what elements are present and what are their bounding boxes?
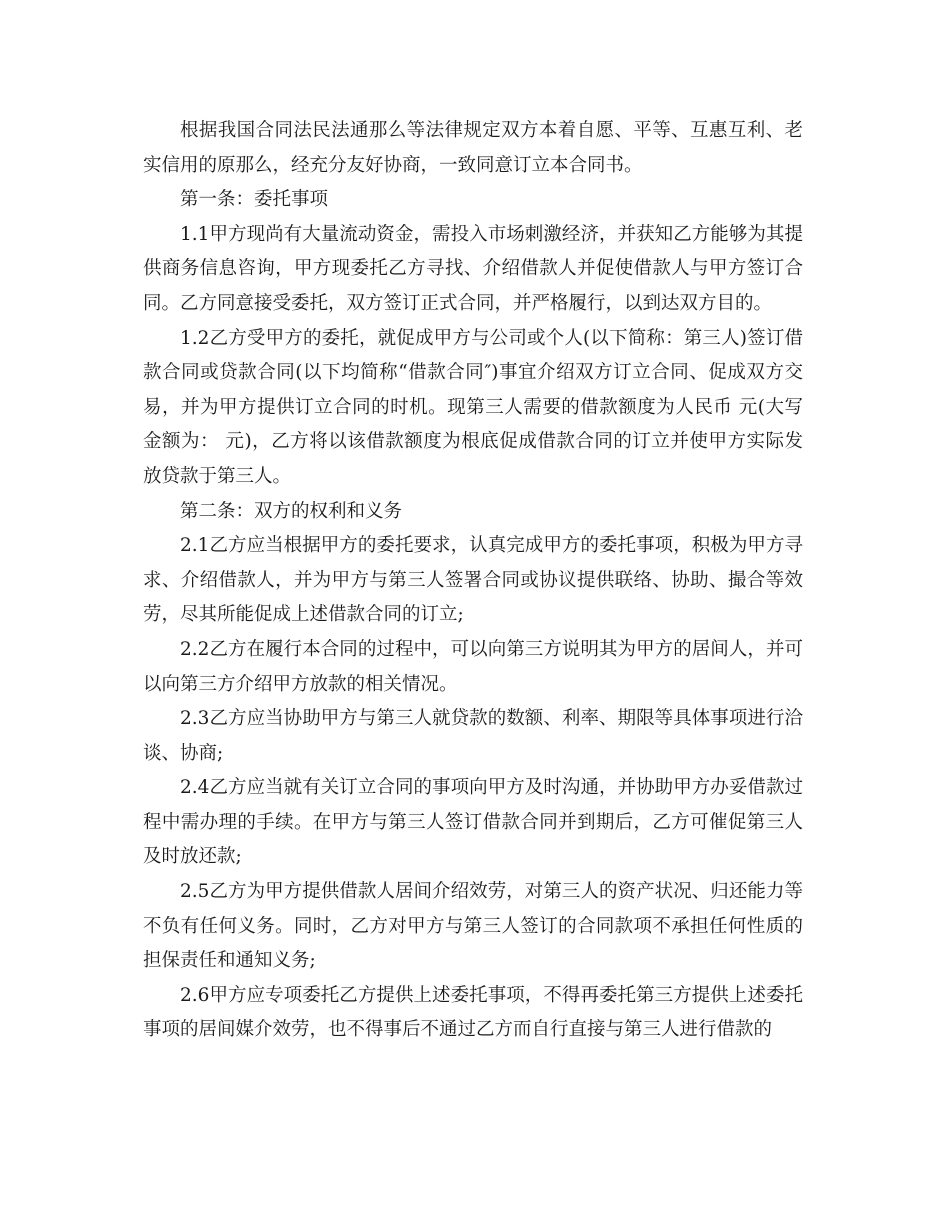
paragraph-clause-2-4: 2.4乙方应当就有关订立合同的事项向甲方及时沟通，并协助甲方办妥借款过程中需办理的手续。在甲方与第三人签订借款合同并到期后，乙方可催促第三人及时放还款; xyxy=(143,777,803,868)
paragraph-clause-2-1: 2.1乙方应当根据甲方的委托要求，认真完成甲方的委托事项，积极为甲方寻求、介绍借款人，并为甲方与第三人签署合同或协议提供联络、协助、撮合等效劳，尽其所能促成上述借款合同的订立; xyxy=(143,535,803,626)
paragraph-preamble: 根据我国合同法民法通那么等法律规定双方本着自愿、平等、互惠互利、老实信用的原那么，经充分友好协商，一致同意订立本合同书。 xyxy=(143,120,803,176)
paragraph-clause-1-1: 1.1甲方现尚有大量流动资金，需投入市场刺激经济，并获知乙方能够为其提供商务信息咨询，甲方现委托乙方寻找、介绍借款人并促使借款人与甲方签订合同。乙方同意接受委托，双方签订正式合同，并严格履行，以到达双方目的。 xyxy=(143,223,803,314)
paragraph-clause-2-3: 2.3乙方应当协助甲方与第三人就贷款的数额、利率、期限等具体事项进行洽谈、协商; xyxy=(143,708,803,764)
paragraph-clause-2-2: 2.2乙方在履行本合同的过程中，可以向第三方说明其为甲方的居间人，并可以向第三方介绍甲方放款的相关情况。 xyxy=(143,638,803,695)
heading-article-2: 第二条：双方的权利和义务 xyxy=(180,500,403,522)
heading-article-1: 第一条：委托事项 xyxy=(180,189,329,211)
document-body xyxy=(143,114,803,1048)
paragraph-clause-2-6: 2.6甲方应专项委托乙方提供上述委托事项，不得再委托第三方提供上述委托事项的居间媒介效劳，也不得事后不通过乙方而自行直接与第三人进行借款的 xyxy=(143,984,803,1041)
paragraph-clause-1-2: 1.2乙方受甲方的委托，就促成甲方与公司或个人(以下简称：第三人)签订借款合同或贷款合同(以下均简称“借款合同″)事宜介绍双方订立合同、促成双方交易，并为甲方提供订立合同的时机。现第三人需要的借款额度为人民币 元(大写金额为： 元)，乙方将以该借款额度为根底促成借款合同的订立并使甲方实际发放贷款于第三人。 xyxy=(143,327,803,487)
paragraph-clause-2-5: 2.5乙方为甲方提供借款人居间介绍效劳，对第三人的资产状况、归还能力等不负有任何义务。同时，乙方对甲方与第三人签订的合同款项不承担任何性质的担保责任和通知义务; xyxy=(143,881,803,972)
